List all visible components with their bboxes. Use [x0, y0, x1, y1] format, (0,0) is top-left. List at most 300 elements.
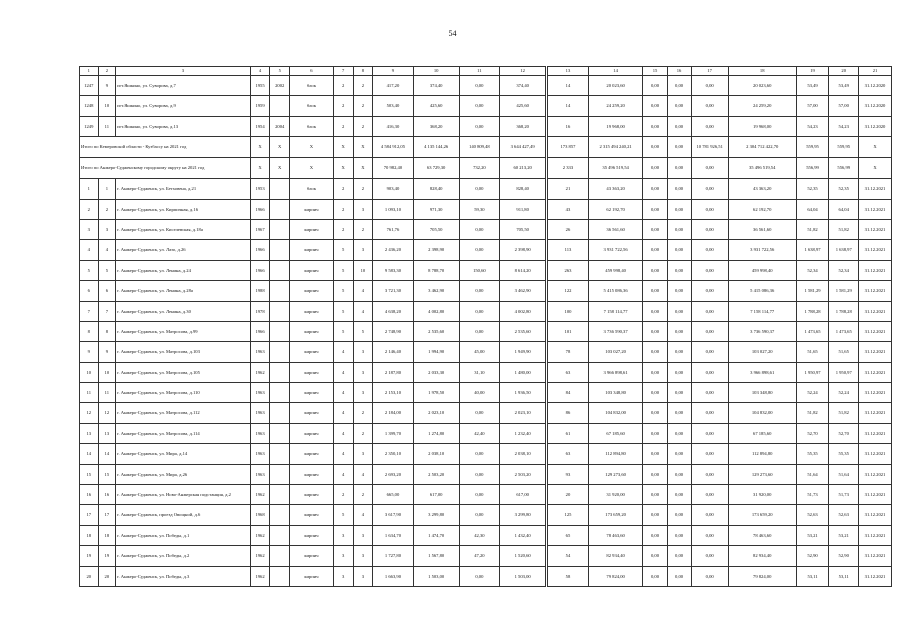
- table-cell: 9: [98, 342, 116, 362]
- column-number-cell: 19: [796, 67, 829, 76]
- table-cell: 0,00: [667, 219, 691, 239]
- table-cell: 11: [98, 116, 116, 136]
- table-cell: 503,40: [373, 96, 413, 116]
- table-cell: 971,30: [413, 199, 459, 219]
- table-cell: 0,00: [691, 566, 728, 586]
- table-cell: 10: [353, 260, 373, 280]
- table-cell: кирпич: [290, 423, 334, 443]
- table-cell: 374,40: [413, 76, 459, 96]
- table-cell: 1 503,00: [500, 566, 547, 586]
- table-cell: 0,00: [643, 219, 667, 239]
- table-cell: 55,35: [829, 444, 859, 464]
- table-cell: 2 304 712 422,70: [728, 137, 796, 158]
- column-number-cell: 7: [333, 67, 353, 76]
- table-cell: 1 638,97: [829, 240, 859, 260]
- table-cell: 3 462,90: [500, 281, 547, 301]
- table-row: [80, 362, 892, 382]
- table-cell: 2 350,10: [373, 444, 413, 464]
- table-cell: X: [333, 158, 353, 179]
- table-row: [80, 281, 892, 301]
- address-cell: г. Анжеро-Судженск, ул. Мира, д.14: [116, 444, 251, 464]
- table-cell: 31.12.2021: [859, 485, 892, 505]
- table-cell: 2: [353, 76, 373, 96]
- table-cell: 1247: [80, 76, 99, 96]
- table-cell: 1 520,60: [500, 546, 547, 566]
- table-cell: 11: [80, 383, 99, 403]
- table-cell: 0,00: [667, 566, 691, 586]
- table-cell: 1 936,50: [500, 383, 547, 403]
- table-cell: 1968: [250, 505, 270, 525]
- table-cell: 0,00: [691, 76, 728, 96]
- table-cell: 1955: [250, 76, 270, 96]
- table-cell: 1249: [80, 116, 99, 136]
- table-cell: 1966: [250, 199, 270, 219]
- table-cell: [270, 260, 290, 280]
- table-cell: 1962: [250, 525, 270, 545]
- table-cell: 0,00: [459, 403, 499, 423]
- table-cell: 556,99: [829, 158, 859, 179]
- housing-register-table: [79, 66, 892, 587]
- table-cell: 67 185,60: [728, 423, 796, 443]
- table-cell: 3 966 898,61: [728, 362, 796, 382]
- table-cell: 0,00: [643, 423, 667, 443]
- page-number: 54: [448, 29, 457, 38]
- table-cell: 14: [80, 444, 99, 464]
- table-cell: кирпич: [290, 485, 334, 505]
- table-cell: 4: [333, 362, 353, 382]
- table-cell: 51,64: [829, 464, 859, 484]
- table-cell: [270, 362, 290, 382]
- table-cell: 0,00: [667, 403, 691, 423]
- address-cell: пгт.Яшкино, ул. Суворова, д.13: [116, 116, 251, 136]
- table-cell: 425,60: [500, 96, 547, 116]
- table-cell: 10: [98, 96, 116, 116]
- table-cell: блок: [290, 179, 334, 199]
- table-cell: 47,20: [459, 546, 499, 566]
- column-number-cell: 17: [691, 67, 728, 76]
- table-cell: 79 824,00: [588, 566, 643, 586]
- address-cell: г. Анжеро-Судженск, ул. Матросова, д.103: [116, 342, 251, 362]
- table-cell: 1 567,80: [413, 546, 459, 566]
- table-cell: 0,00: [643, 240, 667, 260]
- table-cell: 4: [333, 383, 353, 403]
- table-cell: 0,00: [459, 566, 499, 586]
- table-cell: 1 432,40: [500, 525, 547, 545]
- table-cell: 0,00: [667, 179, 691, 199]
- table-cell: кирпич: [290, 505, 334, 525]
- table-cell: 10 781 926,51: [691, 137, 728, 158]
- table-cell: 31.12.2021: [859, 199, 892, 219]
- table-cell: 7 158 114,77: [728, 301, 796, 321]
- table-cell: 2 535,60: [500, 321, 547, 341]
- table-cell: 8: [98, 321, 116, 341]
- table-cell: 1 503,00: [413, 566, 459, 586]
- table-cell: 0,00: [691, 158, 728, 179]
- table-cell: 14: [547, 96, 589, 116]
- table-cell: 0,00: [643, 403, 667, 423]
- table-row: [80, 423, 892, 443]
- table-cell: 0,00: [691, 281, 728, 301]
- table-cell: 4: [353, 301, 373, 321]
- table-cell: 1 473,65: [796, 321, 829, 341]
- table-cell: 0,00: [459, 219, 499, 239]
- table-cell: 0,00: [691, 199, 728, 219]
- table-cell: 35 496 519,54: [728, 158, 796, 179]
- address-cell: г. Анжеро-Судженск, ул. Победы, д.1: [116, 525, 251, 545]
- table-cell: 13: [80, 423, 99, 443]
- table-cell: 62 192,70: [728, 199, 796, 219]
- table-cell: 45,00: [459, 342, 499, 362]
- table-cell: 0,00: [459, 76, 499, 96]
- table-cell: [270, 546, 290, 566]
- table-cell: 0,00: [691, 505, 728, 525]
- table-cell: кирпич: [290, 444, 334, 464]
- table-cell: 5 415 086,36: [728, 281, 796, 301]
- table-cell: 0,00: [643, 116, 667, 136]
- table-cell: 2 333: [547, 158, 589, 179]
- table-cell: 5: [353, 321, 373, 341]
- table-cell: 59,30: [459, 199, 499, 219]
- table-cell: 0,00: [667, 423, 691, 443]
- table-cell: [270, 301, 290, 321]
- table-cell: 0,00: [667, 464, 691, 484]
- table-cell: 19 968,00: [728, 116, 796, 136]
- table-cell: кирпич: [290, 546, 334, 566]
- table-cell: 903,40: [373, 179, 413, 199]
- address-cell: г. Анжеро-Судженск, ул. Ленина, д.28а: [116, 281, 251, 301]
- table-cell: 18: [98, 525, 116, 545]
- table-cell: 43: [547, 199, 589, 219]
- table-cell: [270, 321, 290, 341]
- table-cell: 52,63: [829, 505, 859, 525]
- table-cell: 52,34: [796, 260, 829, 280]
- address-cell: пгт.Яшкино, ул. Суворова, д.7: [116, 76, 251, 96]
- table-cell: 103 348,80: [588, 383, 643, 403]
- table-cell: 559,95: [829, 137, 859, 158]
- table-cell: 31.12.2021: [859, 423, 892, 443]
- table-cell: 0,00: [691, 464, 728, 484]
- table-cell: 51,65: [829, 342, 859, 362]
- table-cell: 58: [547, 566, 589, 586]
- table-cell: X: [859, 137, 892, 158]
- table-cell: 4: [98, 240, 116, 260]
- column-number-cell: 2: [98, 67, 116, 76]
- column-number-cell: 3: [116, 67, 251, 76]
- table-cell: 10: [98, 362, 116, 382]
- column-number-cell: 5: [270, 67, 290, 76]
- table-cell: X: [250, 137, 270, 158]
- table-cell: 16: [80, 485, 99, 505]
- table-cell: 52,35: [796, 179, 829, 199]
- table-cell: 2: [353, 219, 373, 239]
- table-cell: 5: [80, 260, 99, 280]
- address-cell: г. Анжеро-Судженск, ул. Матросова, д.112: [116, 403, 251, 423]
- table-cell: 2: [333, 96, 353, 116]
- table-cell: 31.12.2021: [859, 362, 892, 382]
- table-cell: 64,04: [829, 199, 859, 219]
- table-cell: 1 638,97: [796, 240, 829, 260]
- table-cell: 2: [333, 485, 353, 505]
- table-cell: 2 023,10: [500, 403, 547, 423]
- table-cell: 0,00: [643, 464, 667, 484]
- table-cell: 3 966 898,61: [588, 362, 643, 382]
- table-cell: 15: [98, 464, 116, 484]
- table-cell: 14: [98, 444, 116, 464]
- table-cell: 0,00: [691, 321, 728, 341]
- table-cell: 3 721,30: [373, 281, 413, 301]
- table-cell: кирпич: [290, 525, 334, 545]
- total-row: [80, 137, 892, 158]
- table-cell: [270, 566, 290, 586]
- table-cell: 20: [98, 566, 116, 586]
- table-cell: 31.12.2021: [859, 566, 892, 586]
- table-cell: 1963: [250, 383, 270, 403]
- table-cell: 0,00: [667, 96, 691, 116]
- table-cell: 559,95: [796, 137, 829, 158]
- table-cell: 4: [353, 281, 373, 301]
- table-cell: [270, 444, 290, 464]
- table-cell: 3 736 590,37: [588, 321, 643, 341]
- table-cell: 2: [353, 96, 373, 116]
- table-cell: 52,35: [829, 179, 859, 199]
- table-cell: 9 583,30: [373, 260, 413, 280]
- table-cell: 0,00: [667, 158, 691, 179]
- table-cell: 79 824,00: [728, 566, 796, 586]
- table-row: [80, 301, 892, 321]
- table-cell: 0,00: [667, 383, 691, 403]
- table-cell: 13: [98, 423, 116, 443]
- table-cell: 2: [353, 116, 373, 136]
- table-cell: 368,20: [413, 116, 459, 136]
- table-cell: 5: [333, 505, 353, 525]
- table-cell: 1963: [250, 444, 270, 464]
- table-cell: 665,00: [373, 485, 413, 505]
- table-cell: 7 158 114,77: [588, 301, 643, 321]
- table-cell: 2 153,10: [373, 383, 413, 403]
- table-cell: 0,00: [643, 485, 667, 505]
- table-cell: 2 535,60: [413, 321, 459, 341]
- table-cell: 5: [333, 240, 353, 260]
- table-cell: 1: [80, 179, 99, 199]
- table-cell: 52,90: [796, 546, 829, 566]
- table-cell: 0,00: [691, 485, 728, 505]
- table-cell: 705,50: [500, 219, 547, 239]
- table-cell: 31.12.2020: [859, 116, 892, 136]
- table-cell: 0,00: [643, 383, 667, 403]
- table-cell: 103 348,80: [728, 383, 796, 403]
- table-cell: 4 584 912,05: [373, 137, 413, 158]
- address-cell: г. Анжеро-Судженск, ул. Матросова, д.99: [116, 321, 251, 341]
- table-cell: 31.12.2021: [859, 240, 892, 260]
- table-cell: 0,00: [643, 76, 667, 96]
- table-cell: 556,99: [796, 158, 829, 179]
- table-cell: 63: [547, 444, 589, 464]
- table-cell: 3: [98, 219, 116, 239]
- table-cell: 0,00: [691, 179, 728, 199]
- table-cell: 1962: [250, 362, 270, 382]
- column-number-cell: 8: [353, 67, 373, 76]
- address-cell: г. Анжеро-Судженск, ул. Мира, д.26: [116, 464, 251, 484]
- table-cell: 0,00: [459, 485, 499, 505]
- table-cell: 2: [333, 219, 353, 239]
- table-cell: 84: [547, 383, 589, 403]
- table-cell: 0,00: [667, 321, 691, 341]
- column-number-row: [80, 67, 892, 76]
- table-cell: 53,11: [829, 566, 859, 586]
- table-cell: 31.12.2020: [859, 96, 892, 116]
- table-cell: 2 398,90: [500, 240, 547, 260]
- table-cell: 62 192,70: [588, 199, 643, 219]
- table-cell: 705,50: [413, 219, 459, 239]
- table-cell: 416,30: [373, 116, 413, 136]
- table-cell: 0,00: [691, 260, 728, 280]
- table-cell: кирпич: [290, 342, 334, 362]
- table-cell: [270, 219, 290, 239]
- table-cell: 15: [80, 464, 99, 484]
- table-cell: 2 033,30: [413, 362, 459, 382]
- table-cell: 53,21: [796, 525, 829, 545]
- table-cell: 1 994,90: [413, 342, 459, 362]
- table-cell: 2: [353, 423, 373, 443]
- table-row: [80, 505, 892, 525]
- table-cell: 0,00: [667, 260, 691, 280]
- column-number-cell: 1: [80, 67, 99, 76]
- column-number-cell: 11: [459, 67, 499, 76]
- table-cell: 2 503,20: [413, 464, 459, 484]
- table-cell: 0,00: [459, 464, 499, 484]
- column-number-cell: 4: [250, 67, 270, 76]
- table-cell: 24 259,20: [588, 96, 643, 116]
- table-cell: 3 931 722,56: [728, 240, 796, 260]
- table-cell: 42,40: [459, 423, 499, 443]
- table-cell: кирпич: [290, 321, 334, 341]
- table-cell: 1248: [80, 96, 99, 116]
- table-cell: 0,00: [667, 281, 691, 301]
- total-row: [80, 158, 892, 179]
- table-cell: 0,00: [667, 76, 691, 96]
- table-cell: 125: [547, 505, 589, 525]
- table-cell: 0,00: [643, 505, 667, 525]
- table-cell: [270, 342, 290, 362]
- column-number-cell: 16: [667, 67, 691, 76]
- table-cell: 0,00: [667, 546, 691, 566]
- table-cell: 0,00: [691, 116, 728, 136]
- table-cell: 0,00: [667, 301, 691, 321]
- table-cell: X: [353, 158, 373, 179]
- table-cell: 19: [80, 546, 99, 566]
- table-cell: 93: [547, 464, 589, 484]
- table-cell: [270, 423, 290, 443]
- table-cell: 1978: [250, 301, 270, 321]
- table-cell: 0,00: [691, 444, 728, 464]
- table-row: [80, 96, 892, 116]
- table-cell: 0,00: [459, 444, 499, 464]
- table-cell: 4: [333, 444, 353, 464]
- table-cell: 31.12.2021: [859, 219, 892, 239]
- table-cell: 8 788,70: [413, 260, 459, 280]
- table-cell: 3 462,90: [413, 281, 459, 301]
- table-cell: 36 561,60: [728, 219, 796, 239]
- table-cell: 51,82: [796, 219, 829, 239]
- table-cell: 2: [80, 199, 99, 219]
- table-cell: кирпич: [290, 281, 334, 301]
- table-cell: 53,21: [829, 525, 859, 545]
- table-cell: 3 931 722,56: [588, 240, 643, 260]
- table-row: [80, 464, 892, 484]
- table-cell: 31.12.2021: [859, 464, 892, 484]
- table-cell: 0,00: [691, 219, 728, 239]
- table-cell: 129 273,60: [728, 464, 796, 484]
- table-cell: 3: [353, 240, 373, 260]
- table-cell: 19 968,00: [588, 116, 643, 136]
- address-cell: г. Анжеро-Судженск, ул. Лазо, д.26: [116, 240, 251, 260]
- table-cell: 374,40: [500, 76, 547, 96]
- table-cell: 70 982,40: [373, 158, 413, 179]
- table-cell: 9: [80, 342, 99, 362]
- table-cell: 57,00: [829, 96, 859, 116]
- table-cell: 2: [353, 403, 373, 423]
- table-row: [80, 260, 892, 280]
- column-number-cell: 14: [588, 67, 643, 76]
- table-cell: 417,20: [373, 76, 413, 96]
- table-cell: 52,70: [796, 423, 829, 443]
- table-cell: [270, 464, 290, 484]
- table-cell: 31.12.2021: [859, 383, 892, 403]
- table-cell: 173 857: [547, 137, 589, 158]
- table-cell: 1954: [250, 116, 270, 136]
- table-cell: 8: [80, 321, 99, 341]
- table-cell: 31.12.2021: [859, 525, 892, 545]
- table-row: [80, 179, 892, 199]
- table-cell: кирпич: [290, 260, 334, 280]
- table-cell: 2: [353, 485, 373, 505]
- table-cell: X: [290, 158, 334, 179]
- table-cell: 2: [353, 179, 373, 199]
- table-cell: 1 480,00: [500, 362, 547, 382]
- table-cell: [270, 199, 290, 219]
- table-cell: 368,20: [500, 116, 547, 136]
- table-cell: 52,24: [796, 383, 829, 403]
- table-cell: 0,00: [691, 96, 728, 116]
- table-cell: 0,00: [643, 281, 667, 301]
- address-cell: г. Анжеро-Судженск, ул. Кирпичная, д.16: [116, 199, 251, 219]
- table-cell: 1 581,29: [829, 281, 859, 301]
- table-cell: 0,00: [667, 116, 691, 136]
- table-cell: 43 363,20: [728, 179, 796, 199]
- table-cell: 20 023,60: [588, 76, 643, 96]
- table-cell: 36 561,60: [588, 219, 643, 239]
- table-cell: 4: [333, 403, 353, 423]
- address-cell: г. Анжеро-Судженск, ул. Победы, д.2: [116, 546, 251, 566]
- table-cell: 0,00: [691, 423, 728, 443]
- table-cell: 0,00: [643, 158, 667, 179]
- table-cell: кирпич: [290, 403, 334, 423]
- table-cell: 1 950,97: [796, 362, 829, 382]
- table-cell: [270, 485, 290, 505]
- table-cell: 5: [333, 260, 353, 280]
- table-cell: 1966: [250, 240, 270, 260]
- table-cell: кирпич: [290, 464, 334, 484]
- table-cell: 0,00: [667, 525, 691, 545]
- table-cell: 150,60: [459, 260, 499, 280]
- table-cell: 10: [80, 362, 99, 382]
- table-cell: 3: [333, 566, 353, 586]
- table-cell: 54: [547, 546, 589, 566]
- table-row: [80, 219, 892, 239]
- table-cell: 21: [547, 179, 589, 199]
- table-cell: [270, 179, 290, 199]
- table-cell: 0,00: [459, 321, 499, 341]
